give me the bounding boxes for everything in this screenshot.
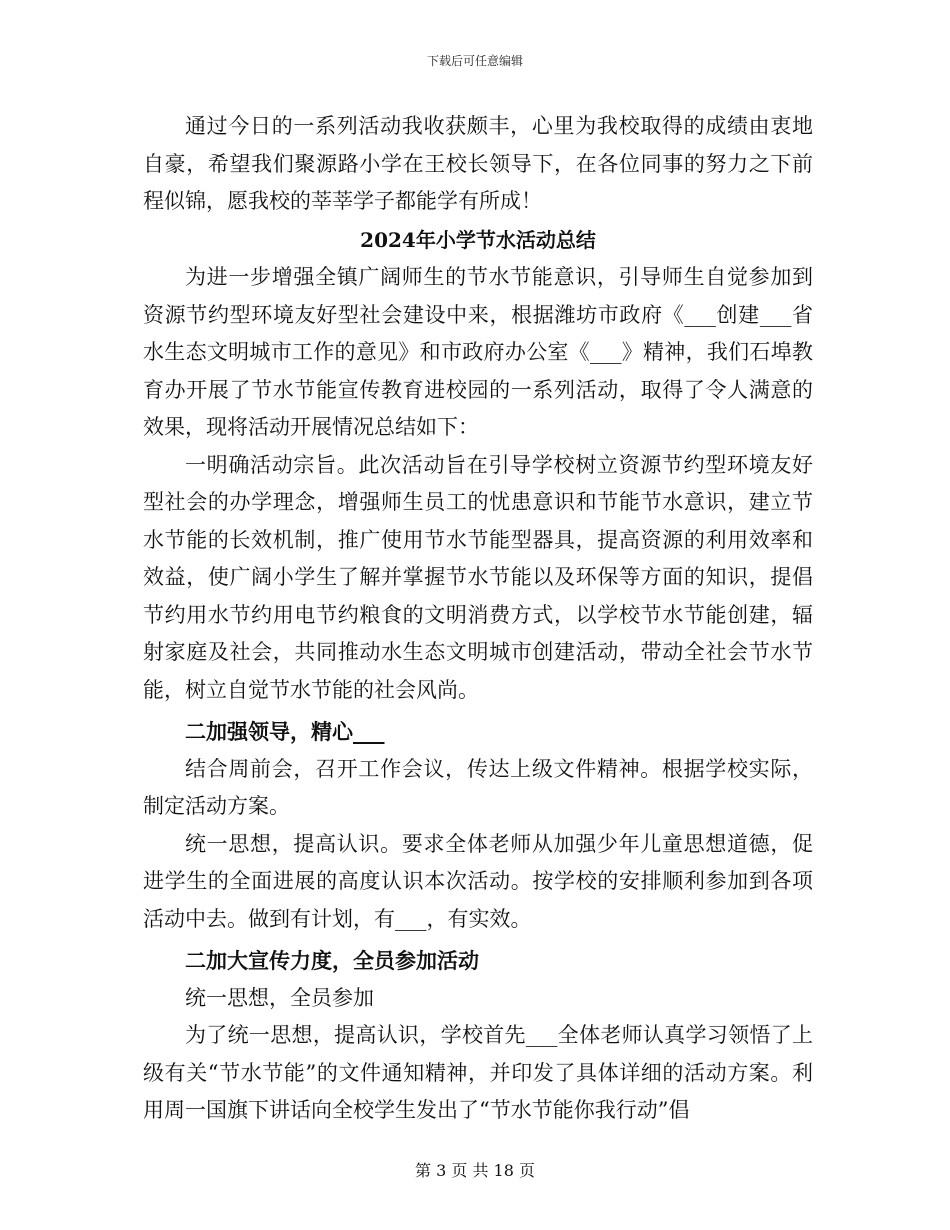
paragraph-5: 统一思想，全员参加 [185,985,374,1010]
section-heading-1: 二加强领导，精心___ [185,719,385,744]
paragraph-intro: 通过今日的一系列活动我收获颇丰，心里为我校取得的成绩由衷地自豪，希望我们聚源路小学在王校长领导下，在各位同事的努力之下前程似锦，愿我校的莘莘学子都能学有所成！ [143,114,813,213]
page-footer: 第 3 页 共 18 页 [415,1161,535,1180]
page-header: 下载后可任意编辑 [426,54,523,68]
document-body [143,108,813,1130]
paragraph-3: 结合周前会，召开工作会议，传达上级文件精神。根据学校实际，制定活动方案。 [143,756,813,818]
paragraph-1: 为进一步增强全镇广阔师生的节水节能意识，引导师生自觉参加到资源节约型环境友好型社会建设中来，根据潍坊市政府《___创建___省水生态文明城市工作的意见》和市政府办公室《___》精神，我们石埠教育办开展了节水节能宣传教育进校园的一系列活动，取得了令人满意的效果，现将活动开展情况总结如下： [143,265,813,439]
document-title: 2024年小学节水活动总结 [360,227,596,252]
paragraph-6: 为了统一思想，提高认识，学校首先___全体老师认真学习领悟了上级有关“节水节能”的文件通知精神，并印发了具体详细的活动方案。利用周一国旗下讲话向全校学生发出了“节水节能你我行动”倡 [143,1023,813,1122]
section-heading-2: 二加大宣传力度，全员参加活动 [185,948,479,973]
paragraph-2: 一明确活动宗旨。此次活动旨在引导学校树立资源节约型环境友好型社会的办学理念，增强师生员工的忧患意识和节能节水意识，建立节水节能的长效机制，推广使用节水节能型器具，提高资源的利用效率和效益，使广阔小学生了解并掌握节水节能以及环保等方面的知识，提倡节约用水节约用电节约粮食的文明消费方式，以学校节水节能创建，辐射家庭及社会，共同推动水生态文明城市创建活动，带动全社会节水节能，树立自觉节水节能的社会风尚。 [143,452,813,702]
paragraph-4: 统一思想，提高认识。要求全体老师从加强少年儿童思想道德，促进学生的全面进展的高度认识本次活动。按学校的安排顺利参加到各项活动中去。做到有计划，有___，有实效。 [143,831,813,931]
